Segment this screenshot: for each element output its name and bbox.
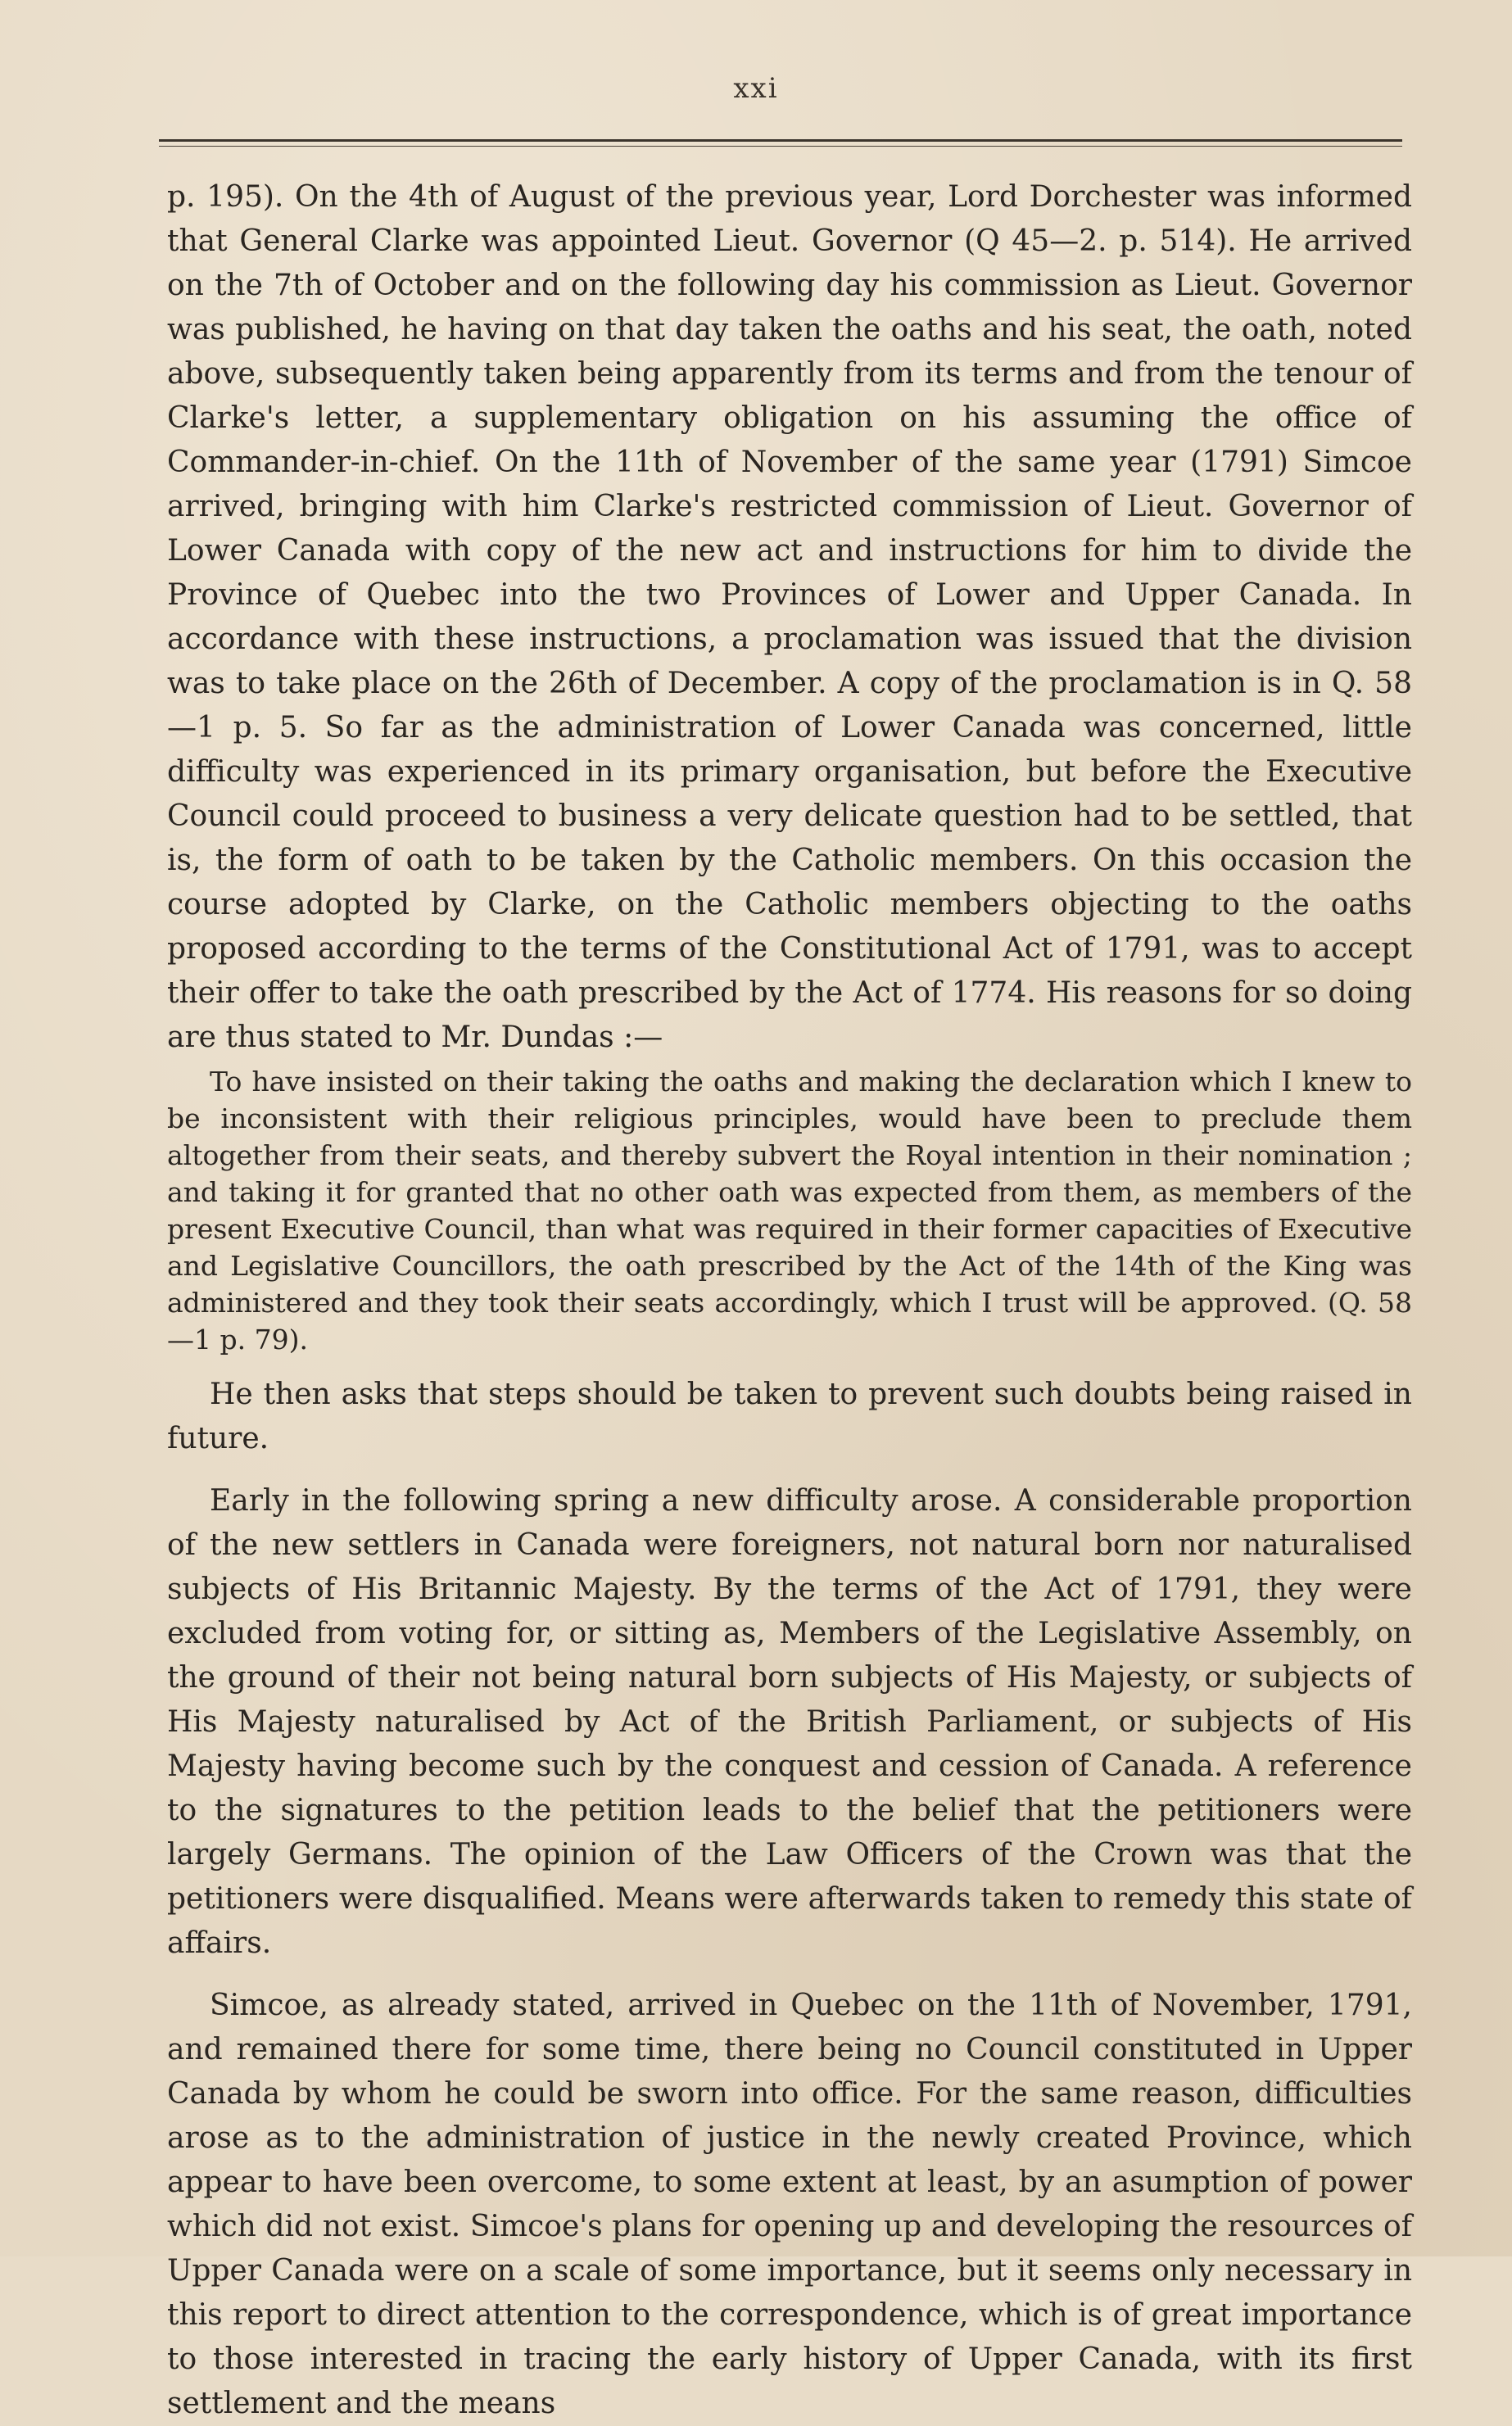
- paragraph: Early in the following spring a new difficulty arose. A considerable proportion of the new settlers in Canada were foreigners, not natural born nor naturalised subjects of His Britannic Majesty. By the terms of the Act of 1791, they were excluded from voting for, or sitting as, Members of the Legislative Assembly, on the ground of their not being natural born subjects of His Majesty, or subjects of His Majesty naturalised by Act of the British Parliament, or subjects of His Majesty having become such by the conquest and cession of Canada. A reference to the signatures to the petition leads to the belief that the petitioners were largely Germans. The opinion of the Law Officers of the Crown was that the petitioners were disqualified. Means were afterwards taken to remedy this state of affairs.: [167, 1484, 1412, 1960]
- body-text: [167, 175, 1412, 2426]
- page-number: xxi: [733, 72, 779, 105]
- block-quote: To have insisted on their taking the oaths and making the declaration which I knew to be inconsistent with their religious principles, would have been to preclude them altogether from their seats, and thereby subvert the Royal intention in their nomination ; and taking it for granted that no other oath was expected from them, as members of the present Executive Council, than what was required in their former capacities of Executive and Legislative Councillors, the oath prescribed by the Act of the 14th of the King was administered and they took their seats accordingly, which I trust will be approved. (Q. 58—1 p. 79).: [167, 1066, 1412, 1356]
- paragraph: Simcoe, as already stated, arrived in Quebec on the 11th of November, 1791, and remained there for some time, there being no Council constituted in Upper Canada by whom he could be sworn into office. For the same reason, difficulties arose as to the administration of justice in the newly created Province, which appear to have been overcome, to some extent at least, by an asumption of power which did not exist. Simcoe's plans for opening up and developing the resources of Upper Canada were on a scale of some importance, but it seems only necessary in this report to direct attention to the correspondence, which is of great importance to those interested in tracing the early history of Upper Canada, with its first settlement and the means: [167, 1989, 1412, 2420]
- header-rule: [159, 139, 1402, 142]
- paragraph: p. 195). On the 4th of August of the previous year, Lord Dorchester was informed that General Clarke was appointed Lieut. Governor (Q 45—2. p. 514). He arrived on the 7th of October and on the following day his commission as Lieut. Governor was published, he having on that day taken the oaths and his seat, the oath, noted above, subsequently taken being apparently from its terms and from the tenour of Clarke's letter, a supplementary obligation on his assuming the office of Commander-in-chief. On the 11th of November of the same year (1791) Simcoe arrived, bringing with him Clarke's restricted commission of Lieut. Governor of Lower Canada with copy of the new act and instructions for him to divide the Province of Quebec into the two Provinces of Lower and Upper Canada. In accordance with these instructions, a proclamation was issued that the division was to take place on the 26th of December. A copy of the proclamation is in Q. 58—1 p. 5. So far as the administration of Lower Canada was concerned, little difficulty was experienced in its primary organisation, but before the Executive Council could proceed to business a very delicate question had to be settled, that is, the form of oath to be taken by the Catholic members. On this occasion the course adopted by Clarke, on the Catholic members objecting to the oaths proposed according to the terms of the Constitutional Act of 1791, was to accept their offer to take the oath prescribed by the Act of 1774. His reasons for so doing are thus stated to Mr. Dundas :—: [167, 180, 1412, 1054]
- paragraph: He then asks that steps should be taken to prevent such doubts being raised in future.: [167, 1378, 1412, 1455]
- header-rule-thin: [159, 146, 1402, 147]
